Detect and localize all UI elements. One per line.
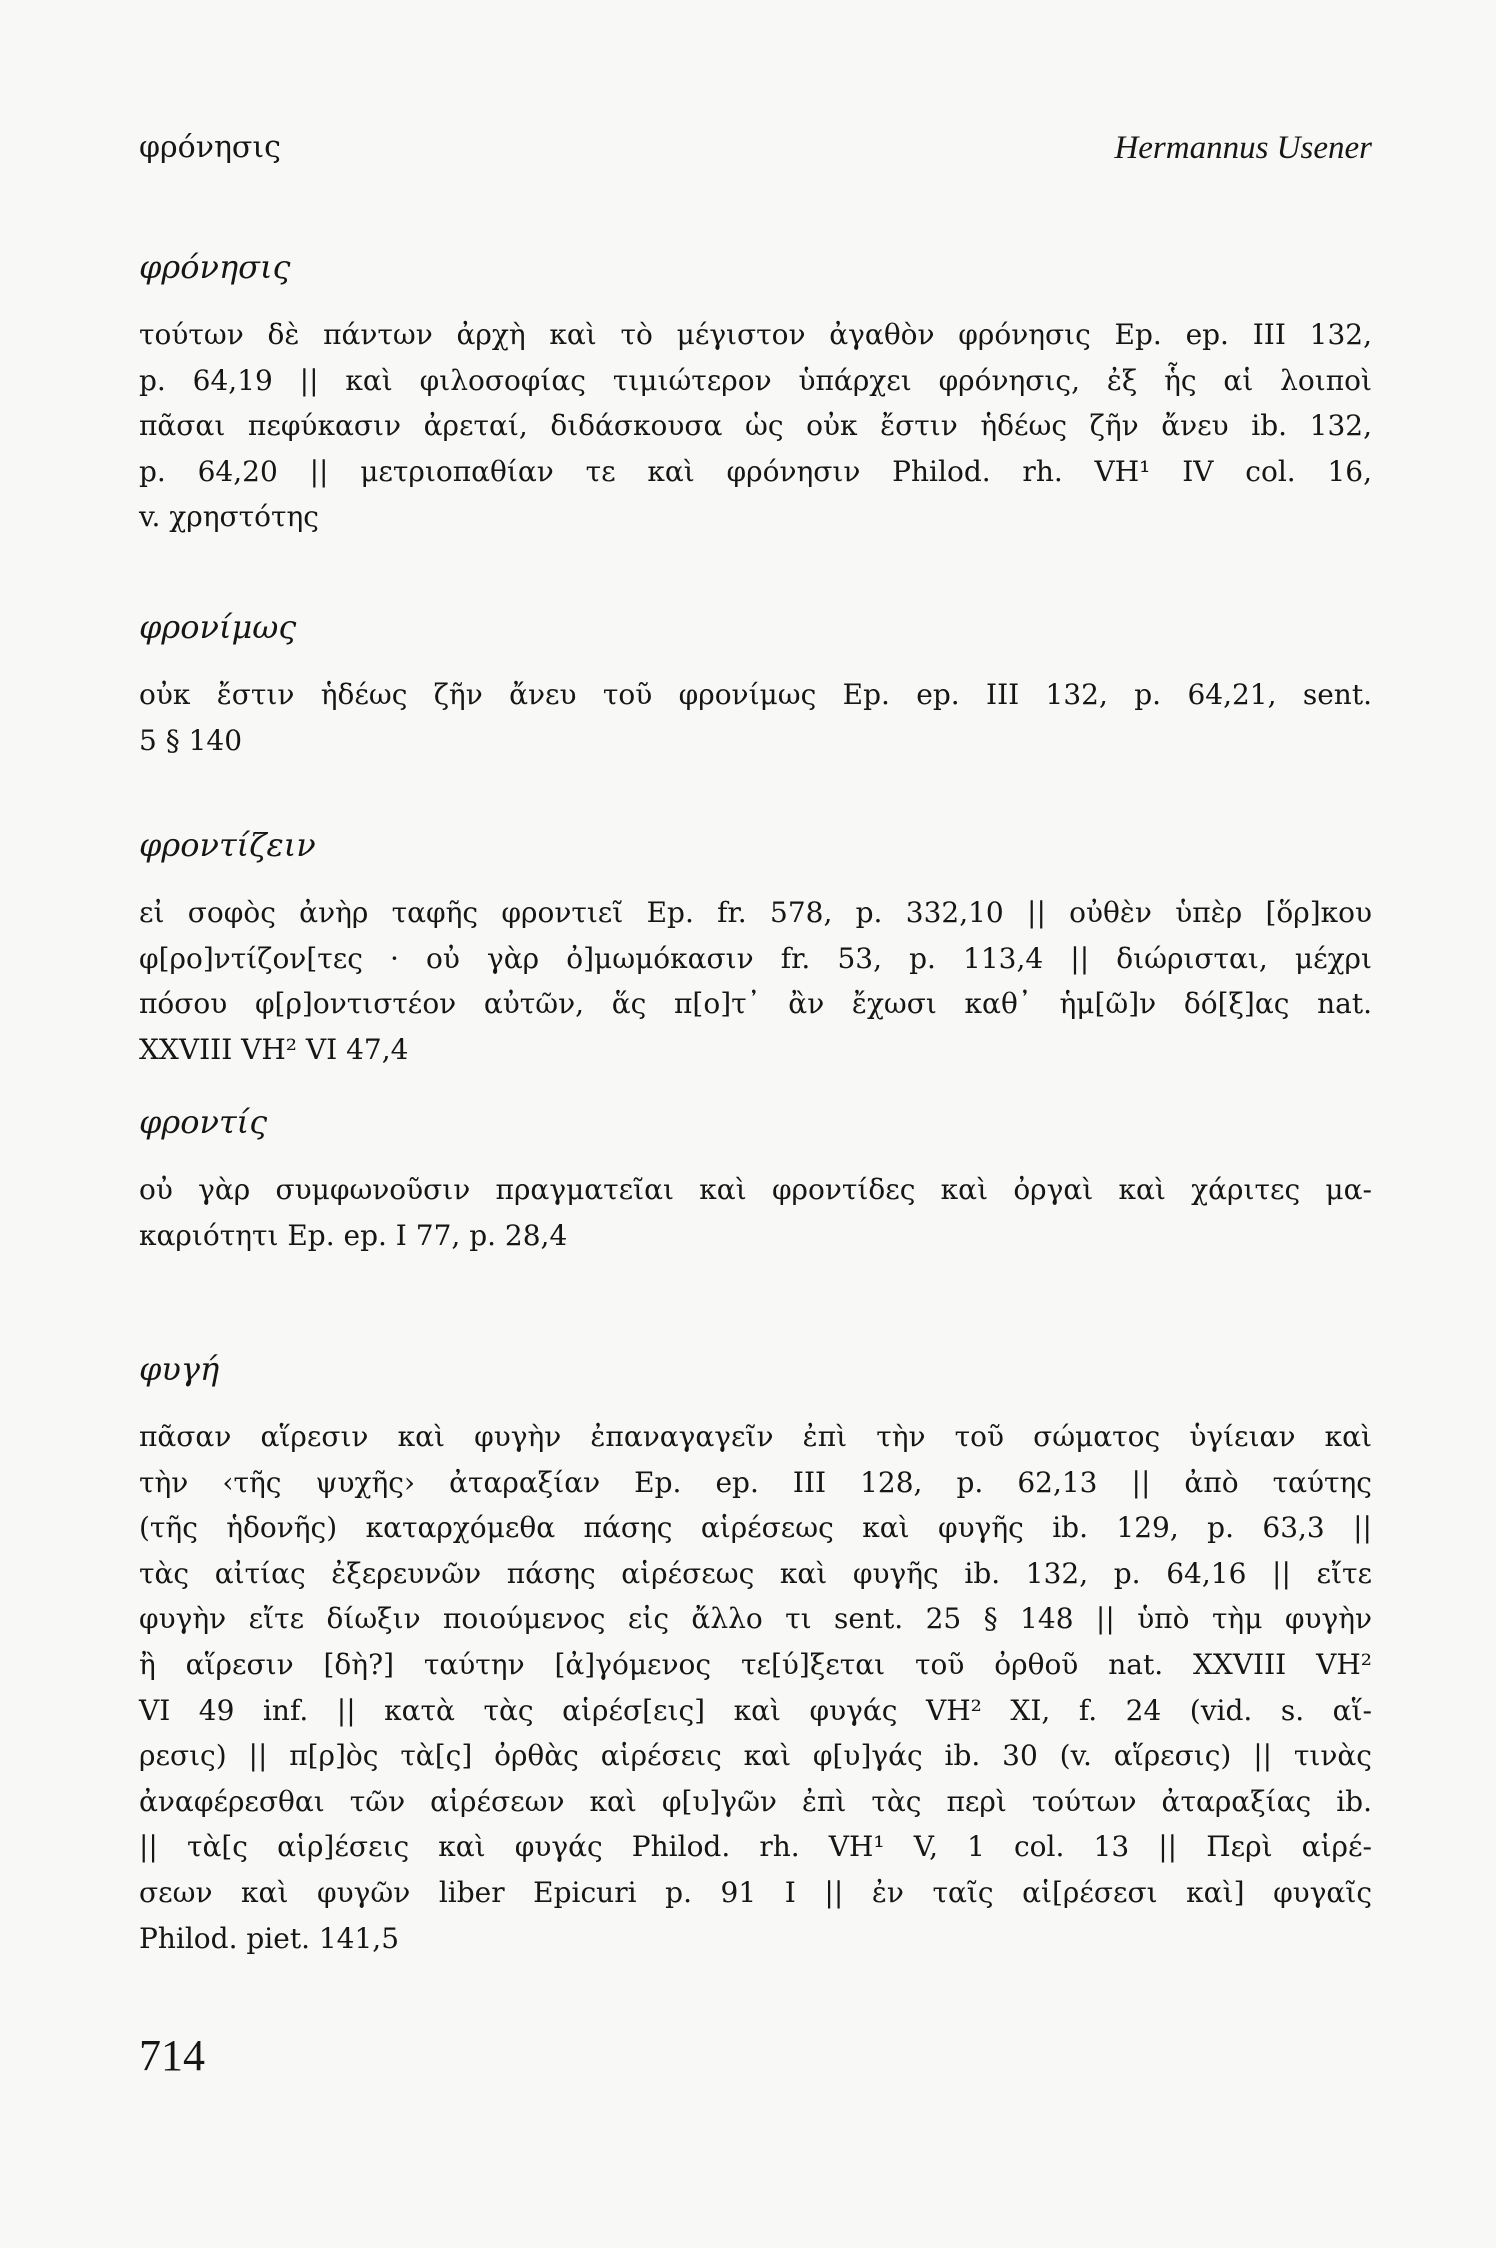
text-line: v. χρηστότης [139, 500, 319, 534]
headword: φυγή [139, 1350, 220, 1388]
text-line: τὴν ‹τῆς ψυχῆς› ἀταραξίαν Ep. ep. III 128, p. 62,13 || ἀπὸ ταύτης [139, 1465, 1372, 1499]
text-line: ρεσις) || π[ρ]ὸς τὰ[ς] ὀρθὰς αἱρέσεις καὶ φ[υ]γάς ib. 30 (v. αἵρεσις) || τινὰς [139, 1739, 1372, 1773]
text-line: εἰ σοφὸς ἀνὴρ ταφῆς φροντιεῖ Ep. fr. 578, p. 332,10 || οὐθὲν ὑπὲρ [ὅρ]κου [139, 896, 1372, 929]
text-line: 5 § 140 [139, 723, 243, 757]
text-line: οὐκ ἔστιν ἡδέως ζῆν ἄνευ τοῦ φρονίμως Ep. ep. III 132, p. 64,21, sent. [139, 678, 1372, 711]
text-line: Philod. piet. 141,5 [139, 1921, 400, 1955]
entry-phrontizein [139, 820, 1372, 1072]
headword: φροντίς [139, 1103, 268, 1141]
entry-phronimos [139, 602, 1372, 763]
text-line: τὰς αἰτίας ἐξερευνῶν πάσης αἱρέσεως καὶ φυγῆς ib. 132, p. 64,16 || εἴτε [139, 1556, 1372, 1590]
entry-phyge [139, 1344, 1372, 1961]
text-line: οὐ γὰρ συμφωνοῦσιν πραγματεῖαι καὶ φροντίδες καὶ ὀργαὶ καὶ χάριτες μα- [139, 1173, 1372, 1206]
text-line: (τῆς ἡδονῆς) καταρχόμεθα πάσης αἱρέσεως καὶ φυγῆς ib. 129, p. 63,3 || [139, 1511, 1372, 1545]
headword: φρονίμως [139, 608, 297, 646]
headword: φρόνησις [139, 248, 291, 286]
text-line: πᾶσαι πεφύκασιν ἀρεταί, διδάσκουσα ὡς οὐκ ἔστιν ἡδέως ζῆν ἄνευ ib. 132, [139, 409, 1372, 443]
text-line: || τὰ[ς αἱρ]έσεις καὶ φυγάς Philod. rh. VH¹ V, 1 col. 13 || Περὶ αἱρέ- [139, 1830, 1372, 1864]
running-head-author: Hermannus Usener [1114, 130, 1372, 166]
text-line: ἀναφέρεσθαι τῶν αἱρέσεων καὶ φ[υ]γῶν ἐπὶ τὰς περὶ τούτων ἀταραξίας ib. [139, 1784, 1372, 1818]
text-line: VI 49 inf. || κατὰ τὰς αἱρέσ[εις] καὶ φυγάς VH² XI, f. 24 (vid. s. αἵ- [139, 1693, 1372, 1727]
entry-phronesis [139, 242, 1372, 540]
text-line: καριότητι Ep. ep. I 77, p. 28,4 [139, 1218, 568, 1252]
page-number: 714 [139, 2031, 205, 2080]
text-line: πᾶσαν αἵρεσιν καὶ φυγὴν ἐπαναγαγεῖν ἐπὶ τὴν τοῦ σώματος ὑγίειαν καὶ [139, 1420, 1372, 1453]
text-line: τούτων δὲ πάντων ἀρχὴ καὶ τὸ μέγιστον ἀγαθὸν φρόνησις Ep. ep. III 132, [139, 318, 1372, 351]
text-line: πόσου φ[ρ]οντιστέον αὐτῶν, ἅς π[ο]τ᾽ ἂν ἔχωσι καθ᾽ ἡμ[ῶ]ν δό[ξ]ας nat. [139, 987, 1372, 1021]
text-line: φυγὴν εἴτε δίωξιν ποιούμενος εἰς ἄλλο τι sent. 25 § 148 || ὑπὸ τὴμ φυγὴν [139, 1602, 1372, 1636]
text-line: XXVIII VH² VI 47,4 [139, 1032, 409, 1066]
text-line: p. 64,19 || καὶ φιλοσοφίας τιμιώτερον ὑπάρχει φρόνησις, ἐξ ἧς αἱ λοιποὶ [139, 363, 1372, 397]
headword: φροντίζειν [139, 826, 316, 864]
text-line: φ[ρο]ντίζον[τες · οὐ γὰρ ὀ]μωμόκασιν fr. 53, p. 113,4 || διώρισται, μέχρι [139, 941, 1372, 975]
running-head-left: φρόνησις [139, 130, 281, 165]
text-line: ἢ αἵρεσιν [δὴ?] ταύτην [ἀ]γόμενος τε[ύ]ξεται τοῦ ὀρθοῦ nat. XXVIII VH² [139, 1647, 1372, 1681]
text-line: p. 64,20 || μετριοπαθίαν τε καὶ φρόνησιν Philod. rh. VH¹ IV col. 16, [139, 454, 1372, 488]
text-line: σεων καὶ φυγῶν liber Epicuri p. 91 I || ἐν ταῖς αἱ[ρέσεσι καὶ] φυγαῖς [139, 1875, 1372, 1909]
entry-phrontis [139, 1097, 1372, 1258]
